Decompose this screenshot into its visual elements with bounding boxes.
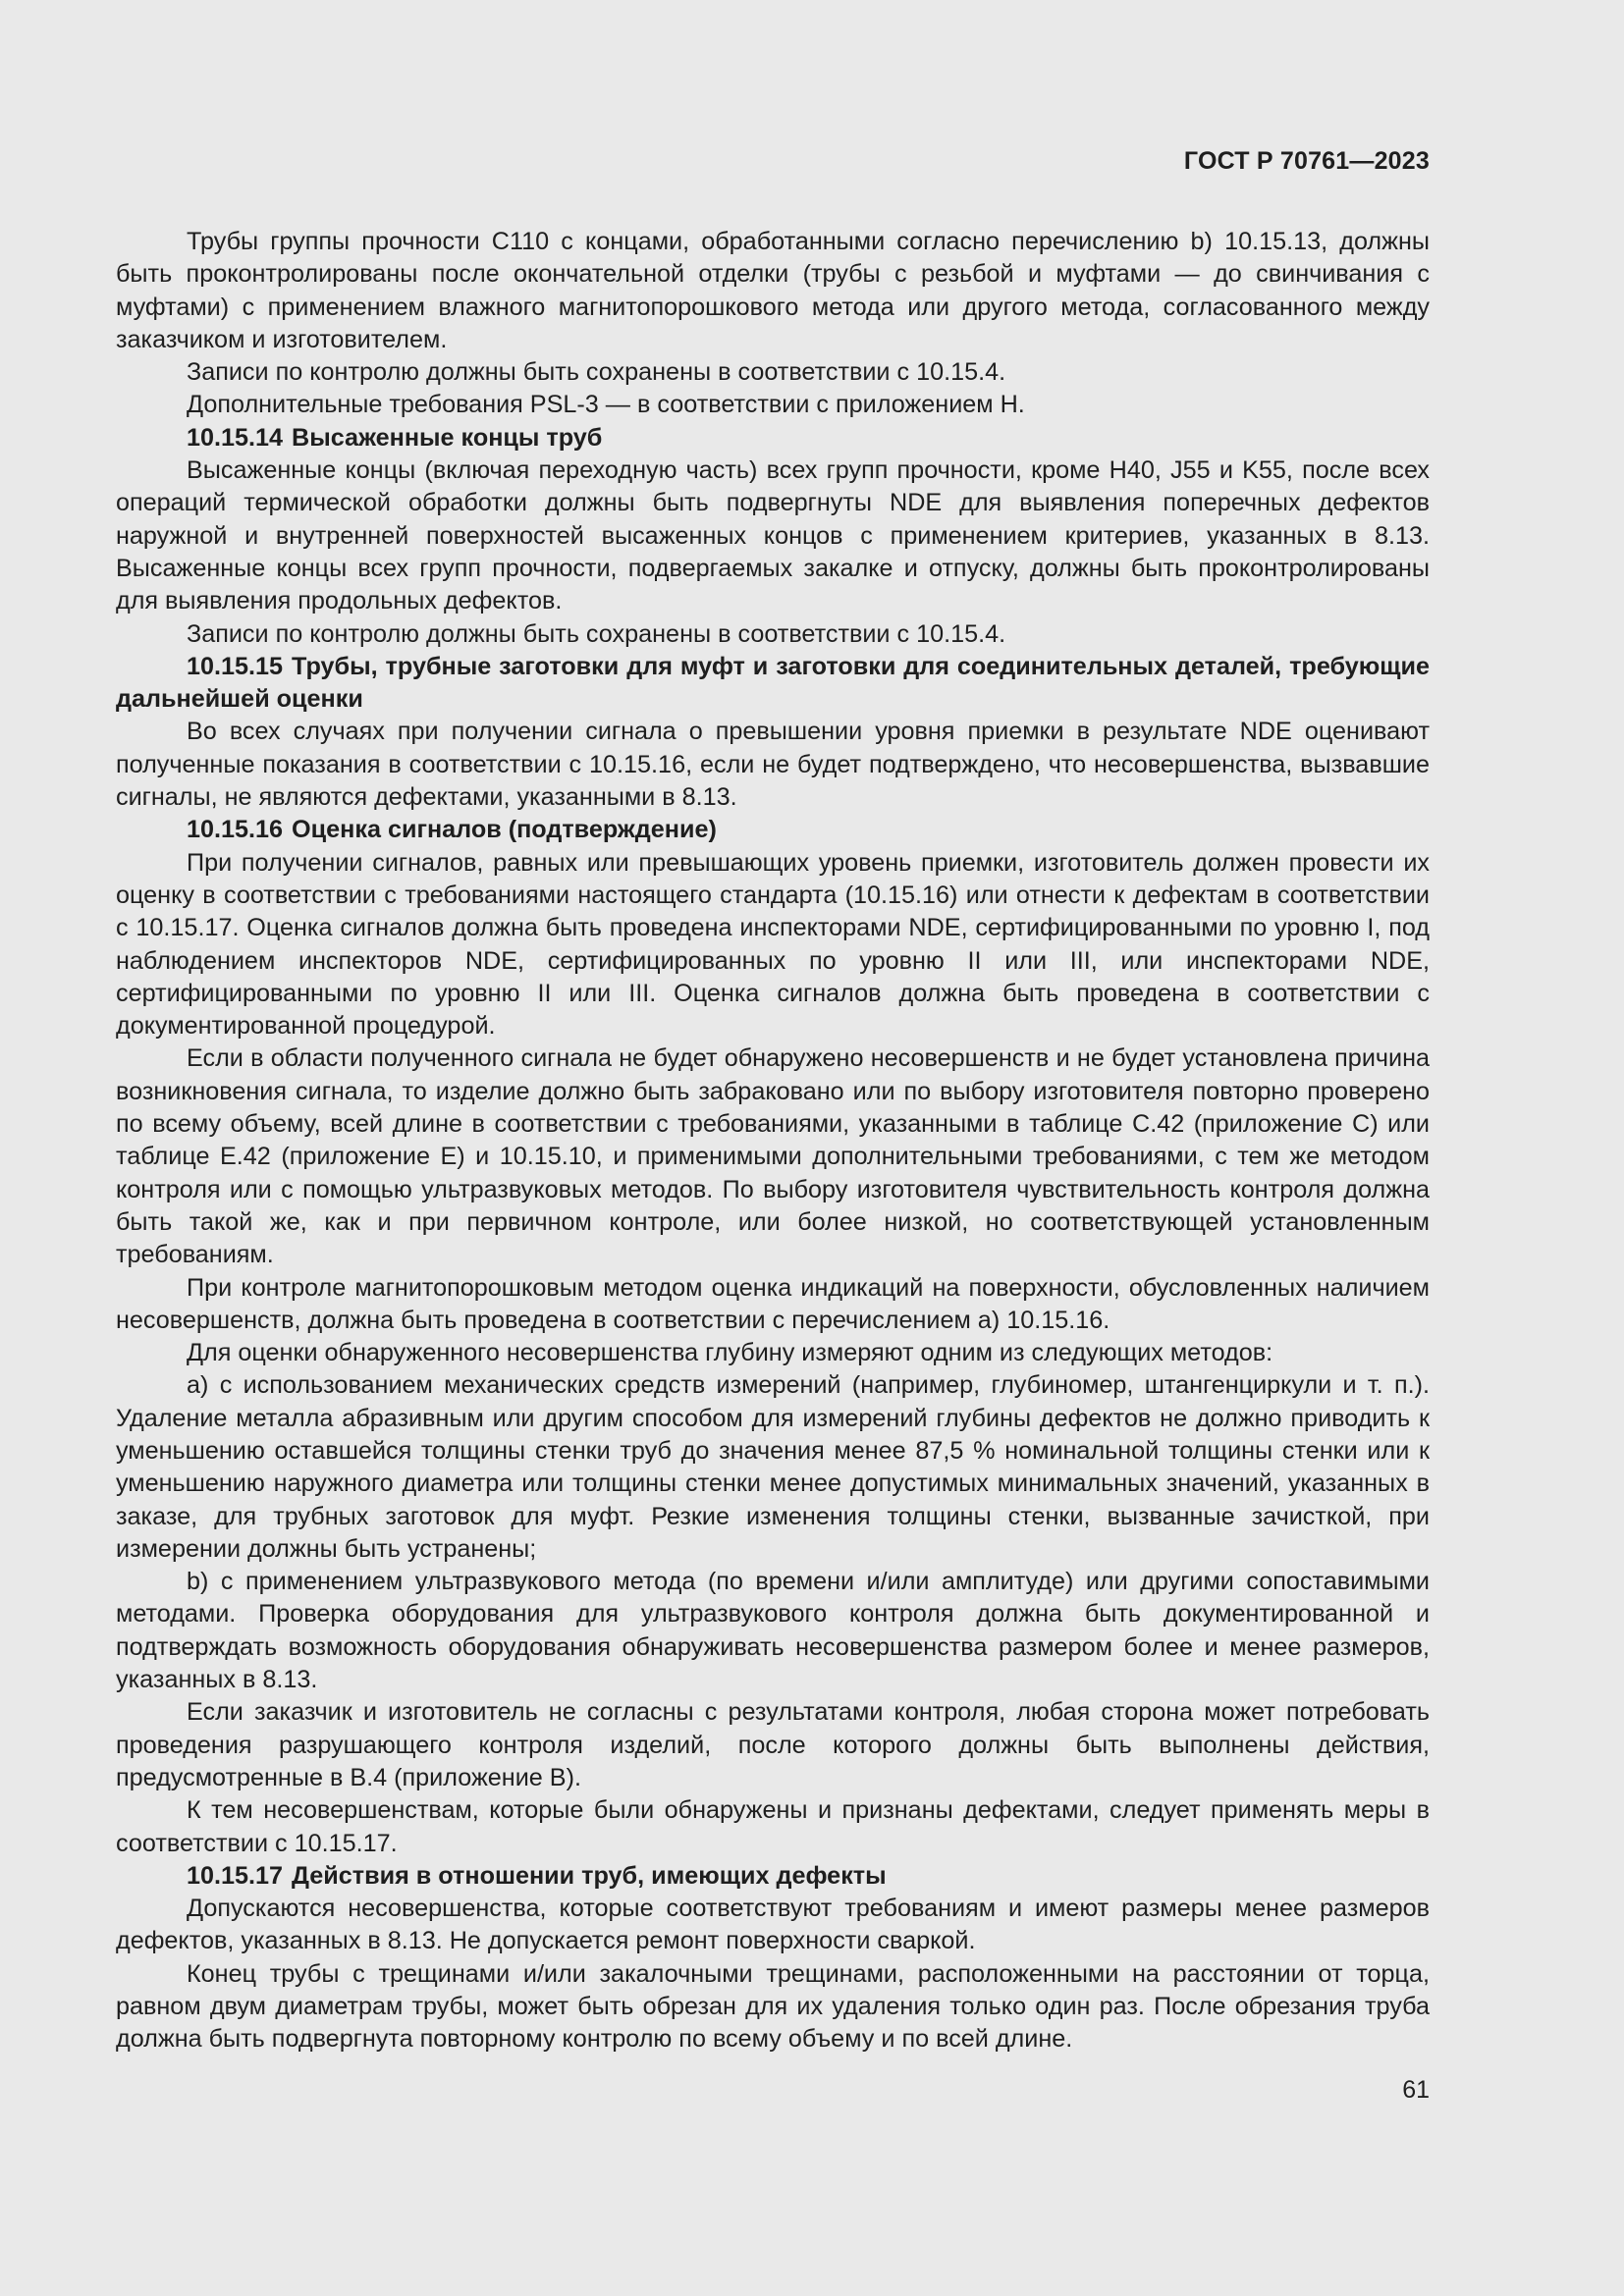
paragraph: Если в области полученного сигнала не будет обнаружено несовершенств и не будет установлена причина возникновения сигнала, то изделие должно быть забраковано или по выбору изготовителя повторно проверено по всему объему, всей длине в соответствии с требованиями, указанными в таблице С.42 (приложение С) или таблице Е.42 (приложение Е) и 10.15.10, и применимыми дополнительными требованиями, с тем же методом контроля или с помощью ультразвуковых методов. По выбору изготовителя чувствительность контроля должна быть такой же, как и при первичном контроле, или более низкой, но соответствующей установленным требованиям. — [116, 1044, 1430, 1269]
paragraph: Конец трубы с трещинами и/или закалочными трещинами, расположенными на расстоянии от торца, равном двум диаметрам трубы, может быть обрезан для их удаления только один раз. После обрезания труба должна быть подвергнута повторному контролю по всему объему и по всей длине. — [116, 1959, 1430, 2054]
section-heading — [116, 422, 1430, 454]
section-title: Действия в отношении труб, имеющих дефекты — [292, 1861, 887, 1890]
section-number: 10.15.14 — [187, 423, 284, 452]
section-title: Оценка сигналов (подтверждение) — [292, 816, 717, 844]
document-code-header: ГОСТ Р 70761—2023 — [1183, 147, 1430, 175]
section-number: 10.15.15 — [187, 652, 284, 680]
section-title: Трубы, трубные заготовки для муфт и заготовки для соединительных деталей, требующие дальнейшей оценки — [116, 652, 1430, 714]
paragraph: Дополнительные требования PSL-3 — в соответствии с приложением Н. — [187, 391, 1025, 419]
paragraph: Высаженные концы (включая переходную часть) всех групп прочности, кроме Н40, J55 и K55, после всех операций термической обработки должны быть подвергнуты NDE для выявления поперечных дефектов наружной и внутренней поверхностей высаженных концов с применением критериев, указанных в 8.13. Высаженные концы всех групп прочности, подвергаемых закалке и отпуску, должны быть проконтролированы для выявления продольных дефектов. — [116, 456, 1430, 615]
section-number: 10.15.16 — [187, 816, 284, 844]
paragraph: К тем несовершенствам, которые были обнаружены и признаны дефектами, следует применять меры в соответствии с 10.15.17. — [116, 1796, 1430, 1857]
list-item: b) с применением ультразвукового метода (по времени и/или амплитуде) или другими сопоставимыми методами. Проверка оборудования для ультразвукового контроля должна быть документированной и подтверждать возможность оборудования обнаруживать несовершенства размером более и менее размеров, указанных в 8.13. — [116, 1568, 1430, 1694]
section-heading — [116, 814, 1430, 846]
page-number: 61 — [1402, 2076, 1430, 2104]
document-body — [116, 226, 1430, 2056]
section-title: Высаженные концы труб — [292, 423, 603, 452]
section-number: 10.15.17 — [187, 1861, 284, 1890]
section-heading — [116, 1860, 1430, 1893]
paragraph: Записи по контролю должны быть сохранены в соответствии с 10.15.4. — [187, 358, 1006, 387]
section-heading — [116, 651, 1430, 717]
paragraph: Во всех случаях при получении сигнала о превышении уровня приемки в результате NDE оценивают полученные показания в соответствии с 10.15.16, если не будет подтверждено, что несовершенства, вызвавшие сигналы, не являются дефектами, указанными в 8.13. — [116, 718, 1430, 812]
paragraph: Допускаются несовершенства, которые соответствуют требованиям и имеют размеры менее размеров дефектов, указанных в 8.13. Не допускается ремонт поверхности сваркой. — [116, 1895, 1430, 1955]
list-item: а) с использованием механических средств измерений (например, глубиномер, штангенциркули и т. п.). Удаление металла абразивным или другим способом для измерений глубины дефектов не должно приводить к уменьшению оставшейся толщины стенки труб до значения менее 87,5 % номинальной толщины стенки или к уменьшению наружного диаметра или толщины стенки менее допустимых минимальных значений, указанных в заказе, для трубных заготовок для муфт. Резкие изменения толщины стенки, вызванные зачисткой, при измерении должны быть устранены; — [116, 1371, 1430, 1563]
paragraph: Для оценки обнаруженного несовершенства глубину измеряют одним из следующих методов: — [187, 1339, 1273, 1367]
paragraph: Если заказчик и изготовитель не согласны с результатами контроля, любая сторона может потребовать проведения разрушающего контроля изделий, после которого должны быть выполнены действия, предусмотренные в В.4 (приложение В). — [116, 1698, 1430, 1791]
paragraph: При получении сигналов, равных или превышающих уровень приемки, изготовитель должен провести их оценку в соответствии с требованиями настоящего стандарта (10.15.16) или отнести к дефектам в соответствии с 10.15.17. Оценка сигналов должна быть проведена инспекторами NDE, сертифицированными по уровню I, под наблюдением инспекторов NDE, сертифицированных по уровню II или III, или инспекторами NDE, сертифицированными по уровню II или III. Оценка сигналов должна быть проведена в соответствии с документированной процедурой. — [116, 848, 1430, 1041]
paragraph: Трубы группы прочности С110 с концами, обработанными согласно перечислению b) 10.15.13, должны быть проконтролированы после окончательной отделки (трубы с резьбой и муфтами — до свинчивания с муфтами) с применением влажного магнитопорошкового метода или другого метода, согласованного между заказчиком и изготовителем. — [116, 228, 1430, 353]
paragraph: При контроле магнитопорошковым методом оценка индикаций на поверхности, обусловленных наличием несовершенств, должна быть проведена в соответствии с перечислением а) 10.15.16. — [116, 1273, 1430, 1334]
paragraph: Записи по контролю должны быть сохранены в соответствии с 10.15.4. — [187, 619, 1006, 648]
